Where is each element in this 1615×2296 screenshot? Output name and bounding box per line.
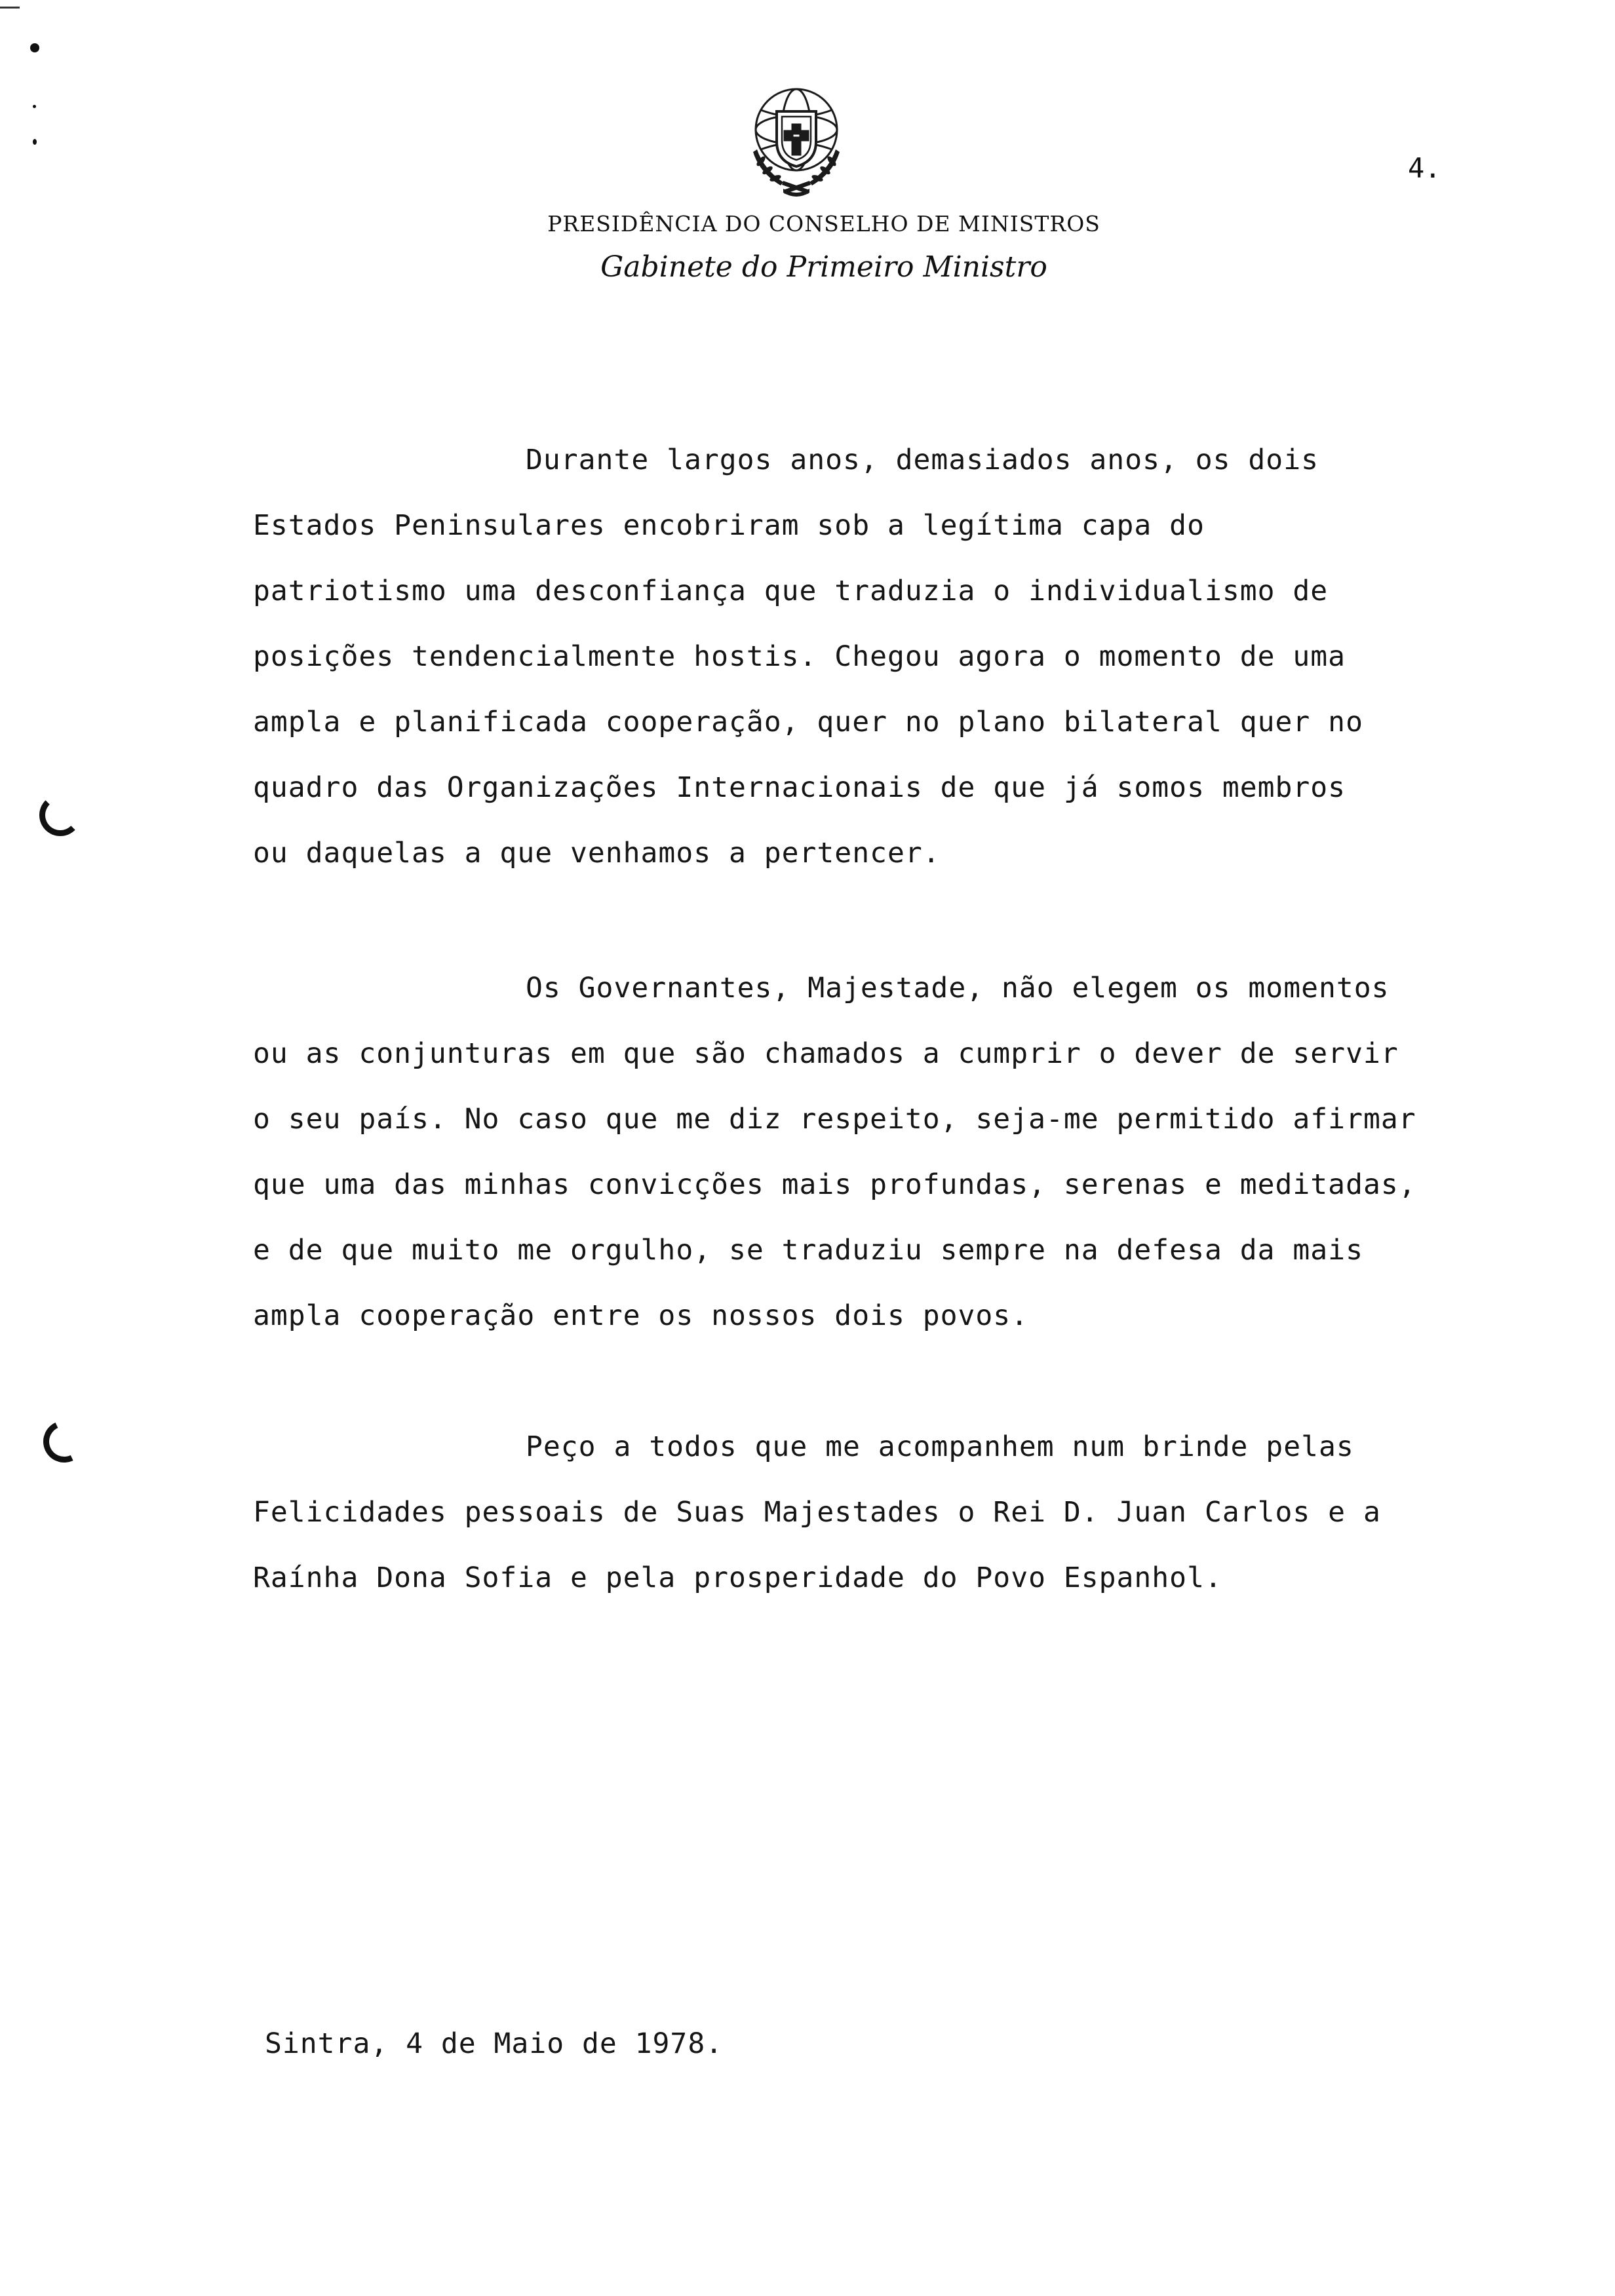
text-line: ou daquelas a que venhamos a pertencer. bbox=[253, 837, 941, 870]
scan-edge-mark bbox=[0, 7, 20, 9]
page-number: 4. bbox=[1408, 152, 1441, 184]
text-line: que uma das minhas convicções mais profundas, serenas e meditadas, bbox=[253, 1168, 1416, 1201]
text-line: quadro das Organizações Internacionais de que já somos membros bbox=[253, 771, 1346, 804]
text-line: ampla e planificada cooperação, quer no plano bilateral quer no bbox=[253, 706, 1363, 738]
paragraph bbox=[253, 427, 1551, 886]
paragraph bbox=[253, 955, 1551, 1349]
text-line: Estados Peninsulares encobriram sob a legítima capa do bbox=[253, 509, 1205, 542]
text-line: Felicidades pessoais de Suas Majestades o Rei D. Juan Carlos e a bbox=[253, 1496, 1381, 1529]
text-line: patriotismo uma desconfiança que traduzia o individualismo de bbox=[253, 575, 1329, 607]
text-line: posições tendencialmente hostis. Chegou agora o momento de uma bbox=[253, 640, 1346, 673]
text-line: Raínha Dona Sofia e pela prosperidade do Povo Espanhol. bbox=[253, 1561, 1222, 1594]
text-line: Peço a todos que me acompanhem num brinde pelas bbox=[526, 1430, 1354, 1463]
place-and-date: Sintra, 4 de Maio de 1978. bbox=[265, 2027, 724, 2060]
letterhead-subtitle: Gabinete do Primeiro Ministro bbox=[600, 250, 1047, 284]
scan-dot bbox=[33, 105, 36, 108]
punch-hole-mark bbox=[39, 794, 81, 836]
text-line: o seu país. No caso que me diz respeito, seja-me permitido afirmar bbox=[253, 1103, 1416, 1136]
letterhead-title: PRESIDÊNCIA DO CONSELHO DE MINISTROS bbox=[547, 211, 1100, 237]
text-line: ampla cooperação entre os nossos dois povos. bbox=[253, 1299, 1029, 1332]
text-line: ou as conjunturas em que são chamados a cumprir o dever de servir bbox=[253, 1037, 1399, 1070]
scan-dot bbox=[33, 139, 37, 145]
punch-hole-mark bbox=[37, 1415, 91, 1468]
scan-dot bbox=[30, 43, 39, 52]
coat-of-arms-icon bbox=[737, 77, 855, 199]
text-line: Os Governantes, Majestade, não elegem os momentos bbox=[526, 972, 1390, 1004]
text-line: Durante largos anos, demasiados anos, os dois bbox=[526, 444, 1319, 476]
paragraph bbox=[253, 1414, 1551, 1611]
text-line: e de que muito me orgulho, se traduziu sempre na defesa da mais bbox=[253, 1234, 1363, 1267]
